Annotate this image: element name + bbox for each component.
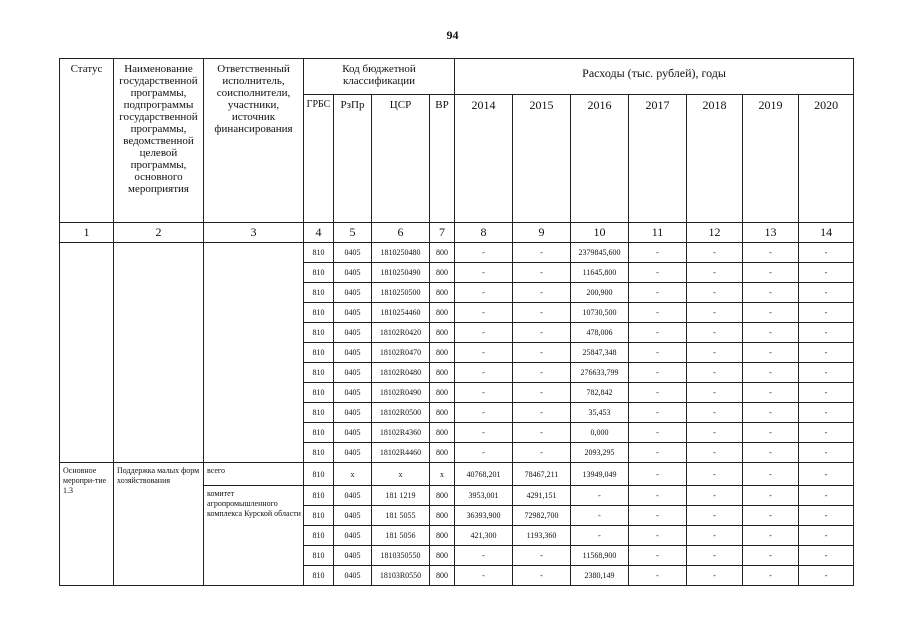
table-cell: 11645,800 <box>571 263 629 283</box>
table-cell: - <box>687 263 743 283</box>
table-cell: 800 <box>430 403 455 423</box>
table-cell: 181 5055 <box>372 506 430 526</box>
table-cell: 810 <box>304 443 334 463</box>
table-cell: 800 <box>430 323 455 343</box>
table-row <box>60 463 854 486</box>
table-cell: 11568,900 <box>571 546 629 566</box>
table-cell: - <box>629 443 687 463</box>
table-row <box>60 243 854 263</box>
column-number: 14 <box>799 223 854 243</box>
table-cell: - <box>455 363 513 383</box>
table-cell: - <box>687 363 743 383</box>
table-cell: - <box>687 243 743 263</box>
table-cell: - <box>455 423 513 443</box>
table-cell: 0405 <box>334 363 372 383</box>
table-cell: 0405 <box>334 423 372 443</box>
column-number: 4 <box>304 223 334 243</box>
table-cell: - <box>629 486 687 506</box>
table-cell: - <box>455 323 513 343</box>
table-cell: 810 <box>304 546 334 566</box>
table-cell: - <box>455 303 513 323</box>
header-year: 2014 <box>455 95 513 223</box>
table-cell: - <box>455 546 513 566</box>
table-cell: - <box>799 546 854 566</box>
table-cell: - <box>513 383 571 403</box>
table-cell: 800 <box>430 343 455 363</box>
table-cell: 800 <box>430 423 455 443</box>
table-cell: 810 <box>304 403 334 423</box>
table-cell: 0405 <box>334 443 372 463</box>
table-cell: 810 <box>304 263 334 283</box>
table-cell: - <box>629 263 687 283</box>
table-cell: 0405 <box>334 506 372 526</box>
table-cell: 0405 <box>334 403 372 423</box>
table-cell: 810 <box>304 243 334 263</box>
table-cell: - <box>743 363 799 383</box>
header-expenses: Расходы (тыс. рублей), годы <box>455 59 854 95</box>
table-cell: - <box>799 506 854 526</box>
table-cell: - <box>513 443 571 463</box>
table-cell: 800 <box>430 263 455 283</box>
table-cell: - <box>687 403 743 423</box>
table-cell: - <box>687 283 743 303</box>
table-cell: - <box>629 423 687 443</box>
table-cell: - <box>571 506 629 526</box>
table-cell: - <box>455 566 513 586</box>
measure-status: Основное меропри-тие 1.3 <box>60 463 114 586</box>
table-cell: 800 <box>430 443 455 463</box>
table-cell: - <box>629 463 687 486</box>
table-cell: 800 <box>430 486 455 506</box>
table-cell: - <box>629 243 687 263</box>
header-csr: ЦСР <box>372 95 430 223</box>
table-cell: - <box>743 403 799 423</box>
table-cell: - <box>687 443 743 463</box>
table-cell: - <box>455 243 513 263</box>
table-cell: - <box>743 343 799 363</box>
column-number: 8 <box>455 223 513 243</box>
table-cell: 800 <box>430 303 455 323</box>
table-cell: - <box>743 546 799 566</box>
table-cell: 1810250490 <box>372 263 430 283</box>
table-cell: - <box>799 566 854 586</box>
table-cell: 800 <box>430 546 455 566</box>
table-cell: 200,900 <box>571 283 629 303</box>
table-cell: - <box>455 283 513 303</box>
responsible-committee: комитет агропромышленного комплекса Курской области <box>204 486 304 586</box>
table-cell: 0,000 <box>571 423 629 443</box>
responsible-cell <box>204 243 304 463</box>
table-cell: 18102R0420 <box>372 323 430 343</box>
table-cell: - <box>799 243 854 263</box>
table-cell: - <box>687 343 743 363</box>
table-cell: 810 <box>304 283 334 303</box>
table-cell: - <box>799 343 854 363</box>
table-cell: 3953,001 <box>455 486 513 506</box>
table-cell: - <box>513 243 571 263</box>
table-cell: - <box>629 546 687 566</box>
table-cell: - <box>629 526 687 546</box>
table-cell: - <box>629 343 687 363</box>
column-number: 9 <box>513 223 571 243</box>
table-cell: 1810250500 <box>372 283 430 303</box>
status-cell <box>60 243 114 463</box>
table-cell: - <box>687 526 743 546</box>
table-cell: 800 <box>430 526 455 546</box>
table-cell: - <box>455 263 513 283</box>
table-cell: - <box>799 486 854 506</box>
table-cell: - <box>455 343 513 363</box>
header-status: Статус <box>60 59 114 223</box>
header-name: Наименование государственной программы, подпрограммы государственной программы, ведомственной целевой программы, основного мероприятия <box>114 59 204 223</box>
table-cell: 800 <box>430 283 455 303</box>
table-cell: - <box>513 343 571 363</box>
table-cell: - <box>571 526 629 546</box>
table-cell: 35,453 <box>571 403 629 423</box>
column-number: 12 <box>687 223 743 243</box>
table-cell: 810 <box>304 323 334 343</box>
table-cell: - <box>513 323 571 343</box>
table-cell: - <box>687 463 743 486</box>
table-cell: - <box>799 383 854 403</box>
table-cell: - <box>629 383 687 403</box>
table-cell: - <box>687 383 743 403</box>
table-cell: - <box>513 363 571 383</box>
table-cell: - <box>743 323 799 343</box>
table-cell: 276633,799 <box>571 363 629 383</box>
table-cell: - <box>799 283 854 303</box>
table-cell: 40768,201 <box>455 463 513 486</box>
table-cell: 0405 <box>334 243 372 263</box>
table-cell: 0405 <box>334 343 372 363</box>
table-cell: 810 <box>304 566 334 586</box>
table-cell: 18102R4460 <box>372 443 430 463</box>
table-cell: - <box>799 363 854 383</box>
table-cell: x <box>372 463 430 486</box>
table-cell: - <box>687 303 743 323</box>
column-number: 3 <box>204 223 304 243</box>
table-cell: 78467,211 <box>513 463 571 486</box>
table-cell: 0405 <box>334 303 372 323</box>
header-year: 2017 <box>629 95 687 223</box>
table-cell: 782,842 <box>571 383 629 403</box>
table-cell: - <box>687 323 743 343</box>
table-cell: - <box>799 526 854 546</box>
table-cell: - <box>629 566 687 586</box>
header-budget-code: Код бюджетной классификации <box>304 59 455 95</box>
header-year: 2016 <box>571 95 629 223</box>
table-cell: 421,300 <box>455 526 513 546</box>
header-rzpr: РзПр <box>334 95 372 223</box>
table-cell: - <box>743 506 799 526</box>
header-vr: ВР <box>430 95 455 223</box>
table-cell: - <box>743 283 799 303</box>
table-cell: - <box>743 566 799 586</box>
table-cell: - <box>743 486 799 506</box>
column-number-row <box>60 223 854 243</box>
table-cell: - <box>513 283 571 303</box>
table-cell: 0405 <box>334 323 372 343</box>
column-number: 1 <box>60 223 114 243</box>
header-responsible: Ответственный исполнитель, соисполнители, участники, источник финансирования <box>204 59 304 223</box>
column-number: 5 <box>334 223 372 243</box>
table-cell: 181 5056 <box>372 526 430 546</box>
table-cell: - <box>629 323 687 343</box>
header-year: 2018 <box>687 95 743 223</box>
table-cell: 810 <box>304 343 334 363</box>
column-number: 6 <box>372 223 430 243</box>
table-cell: 0405 <box>334 486 372 506</box>
page-number: 94 <box>446 28 459 42</box>
table-cell: 0405 <box>334 546 372 566</box>
column-number: 13 <box>743 223 799 243</box>
table-cell: 0405 <box>334 526 372 546</box>
table-cell: - <box>513 403 571 423</box>
table-cell: - <box>743 303 799 323</box>
table-cell: 18102R0500 <box>372 403 430 423</box>
table-cell: 2379845,600 <box>571 243 629 263</box>
table-cell: - <box>743 423 799 443</box>
table-cell: 810 <box>304 463 334 486</box>
column-number: 2 <box>114 223 204 243</box>
table-cell: 25847,348 <box>571 343 629 363</box>
table-cell: 18102R0480 <box>372 363 430 383</box>
table-body <box>60 243 854 586</box>
header-year: 2015 <box>513 95 571 223</box>
table-cell: - <box>629 363 687 383</box>
budget-table <box>59 58 854 586</box>
table-cell: 2380,149 <box>571 566 629 586</box>
table-header <box>60 59 854 243</box>
table-cell: - <box>799 463 854 486</box>
table-cell: - <box>743 526 799 546</box>
table-cell: - <box>571 486 629 506</box>
table-cell: - <box>513 263 571 283</box>
table-cell: - <box>629 506 687 526</box>
table-cell: 0405 <box>334 283 372 303</box>
table-cell: 1193,360 <box>513 526 571 546</box>
table-cell: - <box>629 403 687 423</box>
table-cell: - <box>799 303 854 323</box>
responsible-total: всего <box>204 463 304 486</box>
header-year: 2020 <box>799 95 854 223</box>
table-cell: 0405 <box>334 383 372 403</box>
table-cell: - <box>743 383 799 403</box>
table-cell: - <box>629 283 687 303</box>
table-cell: 810 <box>304 303 334 323</box>
table-cell: 1810250480 <box>372 243 430 263</box>
table-cell: - <box>799 423 854 443</box>
table-cell: 4291,151 <box>513 486 571 506</box>
table-cell: - <box>687 486 743 506</box>
table-cell: 478,006 <box>571 323 629 343</box>
table-cell: 1810350550 <box>372 546 430 566</box>
table-cell: 0405 <box>334 263 372 283</box>
table-cell: 800 <box>430 363 455 383</box>
table-cell: - <box>513 303 571 323</box>
table-cell: 800 <box>430 243 455 263</box>
measure-name: Поддержка малых форм хозяйствования <box>114 463 204 586</box>
table-cell: - <box>687 566 743 586</box>
table-cell: x <box>334 463 372 486</box>
table-cell: 13949,049 <box>571 463 629 486</box>
table-cell: 810 <box>304 363 334 383</box>
table-cell: - <box>455 443 513 463</box>
table-cell: 800 <box>430 506 455 526</box>
table-cell: - <box>799 403 854 423</box>
table-cell: - <box>455 383 513 403</box>
table-cell: 2093,295 <box>571 443 629 463</box>
table-cell: 181 1219 <box>372 486 430 506</box>
table-cell: 0405 <box>334 566 372 586</box>
table-cell: - <box>743 443 799 463</box>
table-cell: 800 <box>430 566 455 586</box>
column-number: 10 <box>571 223 629 243</box>
table-cell: 18102R4360 <box>372 423 430 443</box>
table-cell: - <box>513 566 571 586</box>
table-cell: - <box>743 243 799 263</box>
table-cell: - <box>513 546 571 566</box>
table-cell: 810 <box>304 526 334 546</box>
table-cell: - <box>687 546 743 566</box>
table-cell: 18103R0550 <box>372 566 430 586</box>
table-cell: 18102R0470 <box>372 343 430 363</box>
table-cell: - <box>687 506 743 526</box>
table-cell: - <box>687 423 743 443</box>
table-cell: - <box>743 263 799 283</box>
table-cell: - <box>455 403 513 423</box>
table-cell: 18102R0490 <box>372 383 430 403</box>
table-cell: 810 <box>304 383 334 403</box>
column-number: 11 <box>629 223 687 243</box>
table-cell: - <box>799 263 854 283</box>
table-cell: 72982,700 <box>513 506 571 526</box>
table-cell: 810 <box>304 506 334 526</box>
header-year: 2019 <box>743 95 799 223</box>
table-cell: 1810254460 <box>372 303 430 323</box>
name-cell <box>114 243 204 463</box>
header-grbs: ГРБС <box>304 95 334 223</box>
table-cell: x <box>430 463 455 486</box>
table-cell: 810 <box>304 423 334 443</box>
table-cell: 36393,900 <box>455 506 513 526</box>
table-cell: - <box>799 323 854 343</box>
column-number: 7 <box>430 223 455 243</box>
table-cell: 10730,500 <box>571 303 629 323</box>
table-cell: - <box>629 303 687 323</box>
table-cell: 800 <box>430 383 455 403</box>
table-cell: - <box>799 443 854 463</box>
table-cell: - <box>513 423 571 443</box>
table-cell: 810 <box>304 486 334 506</box>
table-cell: - <box>743 463 799 486</box>
